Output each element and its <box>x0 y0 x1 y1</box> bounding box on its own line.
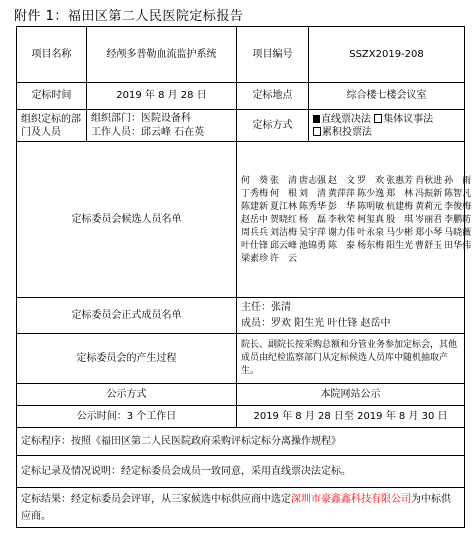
org-label: 组织定标的部门及人员 <box>17 110 87 142</box>
candidate-name: 陈少逸 <box>357 188 385 199</box>
method-option-label: 累积投票法 <box>322 126 372 138</box>
candidate-name: 贺晓红 <box>270 214 298 225</box>
formal-chair: 主任：张清 <box>241 301 291 313</box>
record-text: 定标记录及情况说明：经定标委员会成员一致同意，采用直线票决法定标。 <box>17 456 465 488</box>
candidate-name: 黄萍萍 <box>328 188 356 199</box>
candidate-name: 梁素珍 <box>241 253 269 264</box>
candidate-name: 陈建新 <box>241 201 269 212</box>
process-text: 院长、副院长按采购总额和分管业务参加定标会，其他成员由纪检监察部门从定标候选人员库中随机抽取产生。 <box>237 334 465 384</box>
method-option[interactable] <box>313 114 371 125</box>
candidate-name: 何 葵 <box>241 175 269 186</box>
result-suffix: 为中标供应商。 <box>21 493 451 522</box>
org-dept: 组织部门：医院设备科 <box>91 112 191 124</box>
formal-members: 成员：罗欢 阳生光 叶仕锋 赵岳中 <box>241 317 391 329</box>
candidate-name: 池锦勇 <box>299 240 327 251</box>
candidate-name: 马少彬 <box>386 227 414 238</box>
candidate-name: 谢力伟 <box>328 227 356 238</box>
method-options <box>309 110 465 142</box>
method-option[interactable] <box>313 127 372 138</box>
candidate-name: 李秋荣 <box>328 214 356 225</box>
candidate-name: 曹舒玉 <box>415 240 443 251</box>
org-info <box>87 110 237 142</box>
candidate-name: 唐志强 <box>299 175 327 186</box>
candidate-name: 罗 欢 <box>357 175 385 186</box>
candidate-name: 张惠芳 <box>386 175 414 186</box>
candidate-name: 李鹏昉 <box>444 214 472 225</box>
candidate-name: 刘 清 <box>299 188 327 199</box>
candidate-name: 何 根 <box>270 188 298 199</box>
candidate-name: 彭 华 <box>328 201 356 212</box>
candidate-name: 赵 文 <box>328 175 356 186</box>
location-value: 综合楼七楼会议室 <box>309 83 465 110</box>
date-label: 定标时间 <box>17 83 87 110</box>
candidates-label: 定标委员会候选人员名单 <box>17 142 237 298</box>
candidates-cell <box>237 142 472 298</box>
method-option-label: 直线票决法 <box>321 113 371 125</box>
candidate-name: 陈秀华 <box>299 201 327 212</box>
candidate-name: 刘洁梅 <box>270 227 298 238</box>
unchecked-box-icon <box>374 114 382 123</box>
location-label: 定标地点 <box>237 83 309 110</box>
unchecked-box-icon <box>313 127 321 136</box>
method-option[interactable] <box>374 114 433 125</box>
candidate-name: 李俊梅 <box>444 201 472 212</box>
candidate-name: 冯振新 <box>415 188 443 199</box>
publicity-method-value: 本院网站公示 <box>237 384 465 406</box>
project-name-label: 项目名称 <box>17 27 87 83</box>
winning-company: 深圳市豪鑫鑫科技有限公司 <box>291 493 411 505</box>
method-label: 定标方式 <box>237 110 309 142</box>
procedure-text: 定标程序：按照《福田区第二人民医院政府采购评标定标分离操作规程》 <box>17 428 465 456</box>
candidate-list <box>241 173 472 267</box>
candidate-name: 丁秀梅 <box>241 188 269 199</box>
candidate-name: 陈 泰 <box>328 240 356 251</box>
candidate-name: 吴宇萍 <box>299 227 327 238</box>
method-option-label: 集体议事法 <box>383 113 434 125</box>
candidate-name: 郑 林 <box>386 188 414 199</box>
candidate-name: 叶永泉 <box>357 227 385 238</box>
candidate-name: 张 清 <box>270 175 298 186</box>
candidate-name: 郑小琴 <box>415 227 443 238</box>
candidate-name: 许 云 <box>270 253 298 264</box>
candidate-name: 黄莉元 <box>415 201 443 212</box>
candidate-name: 柯玺真 <box>357 214 385 225</box>
candidate-name: 杭建梅 <box>386 201 414 212</box>
candidate-name: 孙 雨 <box>444 175 472 186</box>
formal-cell <box>237 298 465 334</box>
org-staff: 工作人员：邱云峰 石在英 <box>91 126 205 138</box>
publicity-method-label: 公示方式 <box>17 384 237 406</box>
result-prefix: 定标结果：经定标委员会评审，从三家候选中标供应商中选定 <box>21 493 291 505</box>
candidate-name: 陈明敏 <box>357 201 385 212</box>
candidate-name: 马晓薇 <box>444 227 472 238</box>
checked-box-icon <box>313 115 320 123</box>
report-table <box>16 26 472 528</box>
candidate-name: 夏江林 <box>270 201 298 212</box>
candidate-name: 肖秋进 <box>415 175 443 186</box>
candidate-name: 田华伟 <box>444 240 472 251</box>
candidate-name: 杨东梅 <box>357 240 385 251</box>
formal-label: 定标委员会正式成员名单 <box>17 298 237 334</box>
candidate-name: 周兵兵 <box>241 227 269 238</box>
project-no-label: 项目编号 <box>237 27 309 83</box>
candidate-name: 岑丽君 <box>415 214 443 225</box>
project-no-value: SSZX2019-208 <box>309 27 465 83</box>
candidate-name: 殷 琪 <box>386 214 414 225</box>
process-label: 定标委员会的产生过程 <box>17 334 237 384</box>
candidate-name: 赵岳中 <box>241 214 269 225</box>
candidate-name: 陈智凡 <box>444 188 472 199</box>
candidate-name: 阳生光 <box>386 240 414 251</box>
project-name-value: 经颅多普勒血流监护系统 <box>87 27 237 83</box>
candidate-name: 叶仕锋 <box>241 240 269 251</box>
candidate-name: 杨 磊 <box>299 214 327 225</box>
date-value: 2019 年 8 月 28 日 <box>87 83 237 110</box>
candidate-name: 邱云峰 <box>270 240 298 251</box>
result-cell <box>17 488 465 528</box>
publicity-time-label: 公示时间：3 个工作日 <box>17 406 237 428</box>
page-title: 附件 1：福田区第二人民医院定标报告 <box>14 9 244 24</box>
publicity-time-value: 2019 年 8 月 28 日至 2019 年 8 月 30 日 <box>237 406 465 428</box>
